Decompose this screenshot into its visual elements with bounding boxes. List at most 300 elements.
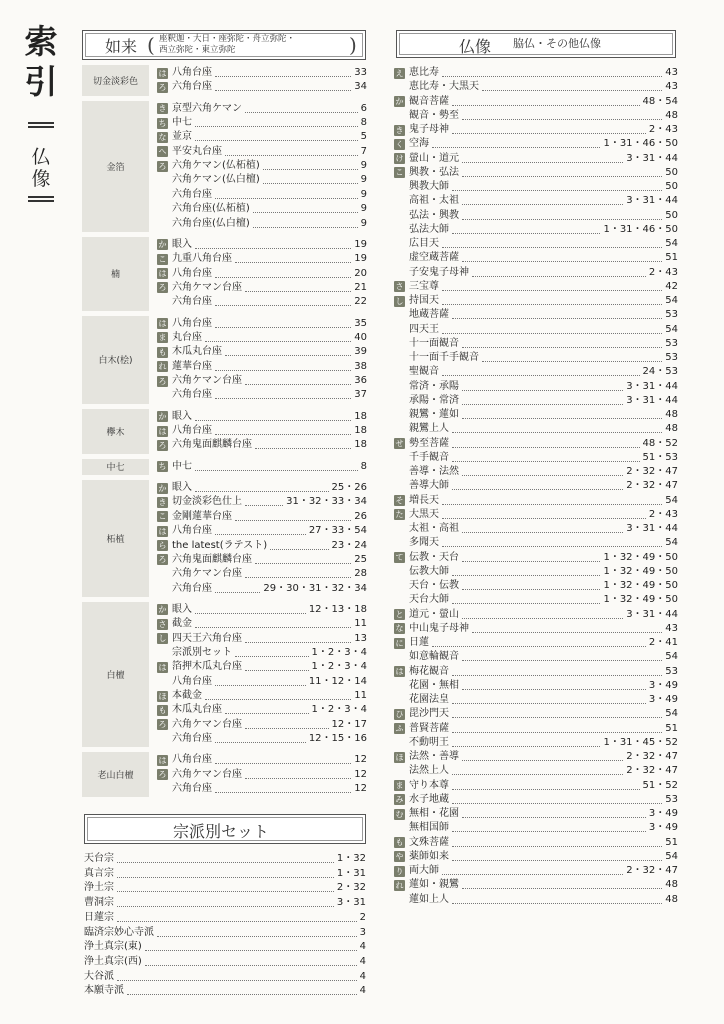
decorative-bars-top [28,122,54,130]
entry-name: 六角鬼面麒麟台座 [172,553,252,565]
dot-leader [452,725,662,733]
index-entry [394,821,678,835]
page-numbers: 53 [665,352,678,363]
entry-name: 広目天 [409,238,439,249]
close-paren: ) [349,33,357,57]
page-numbers: 1・2・3・4 [311,661,367,673]
entry-name: 六角鬼面麒麟台座 [172,439,252,451]
page-numbers: 51・53 [642,451,678,463]
entry-name: 鬼子母神 [409,124,449,135]
entry-name: 大黒天 [409,508,439,520]
dot-leader [442,867,623,875]
entry-name: 本截金 [172,690,202,701]
kana-badge: ひ [395,709,404,719]
dot-leader [442,326,662,334]
index-entry [157,145,367,159]
entry-name: 三宝尊 [409,280,439,292]
index-entry [157,130,367,144]
index-entry [157,460,367,474]
kana-badge: ほ [395,752,404,762]
index-entry [157,238,367,252]
entry-name: 親鸞・蓮如 [409,409,459,420]
dot-leader [462,682,646,690]
entry-name: 六角台座 [172,188,212,200]
entry-name: 守り本尊 [409,779,449,791]
kana-badge: み [395,795,404,805]
page-numbers: 50 [665,181,678,192]
kana-badge: か [158,483,167,493]
index-entry [394,750,678,764]
kana-badge: そ [395,496,404,505]
dot-leader [452,767,623,775]
page-numbers: 11 [354,618,367,630]
nyorai-header [82,30,366,60]
index-entry [157,331,367,345]
index-entry [394,551,678,565]
dot-leader [442,297,662,305]
index-entry [157,173,367,187]
category-label: 柘植 [82,480,149,597]
category-label: 老山白檀 [82,752,149,797]
index-entry [394,109,678,123]
page-numbers: 48 [665,423,678,435]
page-numbers: 3・31・44 [626,523,678,534]
kana-badge: か [158,412,167,422]
kana-badge: は [158,426,167,436]
kana-badge: し [158,634,167,644]
dot-leader [245,663,309,671]
entry-name: 伝教・天台 [409,551,459,563]
index-entry [394,850,678,864]
entry-name: 両大師 [409,865,439,876]
entry-name: 眼入 [172,603,192,615]
index-entry [157,159,367,173]
entry-name: 梅花観音 [409,665,449,677]
page-numbers: 4 [359,985,366,997]
entry-name: 文殊菩薩 [409,836,449,848]
index-entry [394,365,678,379]
page-numbers: 18 [354,425,367,437]
kana-badge: え [395,68,404,78]
index-entry [394,380,678,394]
entry-name: 八角台座 [172,675,212,687]
index-entry [394,152,678,166]
dot-leader [215,363,351,371]
page-numbers: 1・31・45・52 [603,736,678,748]
index-entry [157,524,367,538]
dot-leader [215,298,351,306]
page-numbers: 8 [360,460,367,472]
dot-leader [462,411,662,419]
entry-name: 子安鬼子母神 [409,266,469,278]
page-numbers: 5 [360,131,367,143]
page-numbers: 3・49 [648,808,678,819]
entry-name: 切金淡彩色仕上 [172,496,242,508]
entry-name: 勢至菩薩 [409,437,449,449]
dot-leader [462,554,600,562]
index-entry [394,251,678,265]
page-numbers: 40 [354,331,367,343]
dot-leader [462,197,623,205]
page-numbers: 12 [354,783,367,795]
entry-name: 聖観音 [409,366,439,378]
index-entry [394,451,678,465]
dot-leader [472,269,646,277]
page-numbers: 1・32・49・50 [603,565,678,577]
dot-leader [462,653,662,661]
index-entry [394,793,678,807]
index-entry [394,408,678,422]
page-numbers: 3・31・44 [626,380,678,392]
index-entry [157,217,367,231]
dot-leader [452,839,662,847]
sidebar [0,0,76,1024]
dot-leader [452,710,662,718]
page-numbers: 54 [665,295,678,306]
page-numbers: 36 [354,375,367,386]
kana-badge: り [395,866,404,876]
page-numbers: 54 [665,494,678,506]
kana-badge: ろ [158,440,167,450]
category-label: 白木(桧) [82,316,149,404]
dot-leader [442,283,662,291]
dot-leader [235,513,351,521]
dot-leader [145,958,357,966]
page-numbers: 12・13・18 [308,603,367,615]
index-entry [157,567,367,581]
dot-leader [117,914,357,922]
entry-name: 善導・法然 [409,466,459,477]
index-entry [157,603,367,617]
kana-badge: け [395,154,404,163]
dot-leader [215,191,358,199]
index-entry [157,495,367,509]
entry-name: 蓮華台座 [172,360,212,372]
kana-badge: き [395,125,404,135]
page-numbers: 21 [354,281,367,293]
index-entry [157,753,367,767]
category-label: 欅木 [82,409,149,454]
kana-badge: は [158,319,167,329]
dot-leader [452,782,640,790]
dot-leader [442,539,662,547]
entry-name: 恵比寿 [409,67,439,78]
entry-name: 虚空蔵菩薩 [409,252,459,264]
kana-badge: は [158,526,167,536]
kana-badge: か [158,240,167,250]
dot-leader [462,112,662,120]
entry-name: 並京 [172,131,192,143]
page-numbers: 9 [360,217,367,229]
index-entry [394,337,678,351]
page-numbers: 24・53 [642,366,678,378]
kana-badge: は [158,755,167,765]
dot-leader [452,98,640,106]
dot-leader [117,870,334,878]
kana-badge: れ [158,362,167,372]
index-entry [157,481,367,495]
page-numbers: 43 [665,67,678,78]
page-numbers: 1・31 [336,867,366,879]
page-numbers: 48 [665,893,678,905]
page-numbers: 54 [665,850,678,862]
page-numbers: 48 [665,879,678,891]
page-numbers: 50 [665,209,678,221]
entry-name: 八角台座 [172,267,212,279]
page-numbers: 19 [354,238,367,250]
dot-leader [225,706,309,714]
entry-name: 日蓮宗 [84,911,114,923]
index-entry [394,223,678,237]
dot-leader [253,205,358,213]
index-entry [394,465,678,479]
index-entry [394,394,678,408]
index-entry [394,237,678,251]
entry-name: 六角台座(仏白檀) [172,217,250,229]
entry-name: 中七 [172,460,192,472]
dot-leader [452,596,600,604]
page-numbers: 12 [354,754,367,766]
entry-name: 天台大師 [409,594,449,606]
index-entry [394,280,678,294]
dot-leader [462,525,623,533]
page-numbers: 4 [359,941,366,953]
kana-badge: ろ [158,376,167,386]
kana-badge: な [395,624,404,634]
dot-leader [462,169,662,177]
index-entry [84,867,366,881]
index-entry [394,494,678,508]
entry-name: 十一面千手観音 [409,352,479,363]
page-numbers: 1・31・46・50 [603,138,678,150]
butsuzo-header-note: 脇仏・その他仏像 [513,37,601,50]
page-numbers: 2・32・47 [626,480,678,492]
page-numbers: 53 [665,665,678,677]
page-numbers: 2・41 [648,637,678,648]
index-entry [394,707,678,721]
index-entry [157,317,367,331]
dot-leader [452,853,662,861]
dot-leader [270,542,328,550]
index-entry [394,194,678,208]
entry-name: 恵比寿・大黒天 [409,81,479,93]
index-entry [394,893,678,907]
page-numbers: 31・32・33・34 [286,496,367,508]
entry-name: 八角台座 [172,425,212,437]
index-entry [394,736,678,750]
dot-leader [245,498,283,506]
page-numbers: 51・52 [642,779,678,791]
page-numbers: 54 [665,651,678,663]
page-numbers: 48・54 [642,95,678,107]
entry-name: 六角台座 [172,733,212,745]
dot-leader [235,255,351,263]
index-entry [157,188,367,202]
index-entry [157,388,367,402]
index-entry [394,836,678,850]
dot-leader [462,753,623,761]
index-entry [394,180,678,194]
butsuzo-header [396,30,676,58]
nyorai-header-note-2: 西立弥陀・東立弥陀 [159,45,236,55]
dot-leader [225,148,358,156]
entry-name: 無相・花園 [409,808,459,819]
entry-name: 眼入 [172,410,192,422]
index-entry [84,970,366,984]
dot-leader [462,254,662,262]
index-entry [157,646,367,660]
index-entry [394,209,678,223]
entry-name: 多聞天 [409,537,439,549]
page-numbers: 18 [354,410,367,422]
page-numbers: 53 [665,309,678,321]
entry-name: 浄土真宗(東) [84,941,142,953]
entry-name: 八角台座 [172,67,212,78]
dot-leader [145,943,357,951]
index-entry [394,636,678,650]
dot-leader [195,133,358,141]
index-entry [394,351,678,365]
index-entry [394,536,678,550]
index-entry [394,807,678,821]
dot-leader [195,119,358,127]
kana-badge: ろ [158,555,167,565]
entry-name: 木瓜丸台座 [172,704,222,716]
kana-badge: と [395,610,404,619]
index-entry [394,437,678,451]
entry-name: 宗派別セット [172,646,232,658]
dot-leader [195,413,351,421]
index-entry [394,80,678,94]
dot-leader [432,639,646,647]
entry-name: 地蔵菩薩 [409,309,449,321]
index-entry [157,295,367,309]
index-entry [157,768,367,782]
kana-badge: ま [158,333,167,343]
dot-leader [452,896,662,904]
entry-name: 六角ケマン台座 [172,375,242,386]
page-numbers: 27・33・54 [308,525,367,537]
kana-badge: か [158,605,167,615]
kana-badge: も [158,705,167,715]
index-entry [394,864,678,878]
entry-name: 観音・勢至 [409,109,459,121]
category-label: 切金淡彩色 [82,65,149,96]
index-entry [157,410,367,424]
index-entry [394,650,678,664]
index-entry [394,508,678,522]
entry-name: 普賢菩薩 [409,722,449,734]
index-entry [157,689,367,703]
index-entry [394,779,678,793]
page-numbers: 53 [665,337,678,349]
index-entry [394,665,678,679]
index-entry [157,617,367,631]
dot-leader [215,678,306,686]
dot-leader [263,176,358,184]
index-entry [394,522,678,536]
dot-leader [195,463,358,471]
entry-name: 道元・螢山 [409,608,459,620]
page-numbers: 3・49 [648,679,678,691]
page-numbers: 51 [665,836,678,848]
dot-leader [452,568,600,576]
kana-badge: ろ [158,283,167,293]
dot-leader [452,425,662,433]
index-entry [394,266,678,280]
dot-leader [452,739,600,747]
entry-name: 水子地蔵 [409,793,449,805]
entry-name: 真言宗 [84,867,114,879]
page-numbers: 3・31・44 [626,152,678,164]
page-numbers: 51 [665,252,678,264]
page-numbers: 13 [354,632,367,644]
page-numbers: 48・52 [642,437,678,449]
dot-leader [215,756,351,764]
kana-badge: ち [158,462,167,472]
dot-leader [462,383,623,391]
index-entry [157,510,367,524]
entry-name: 花園・無相 [409,679,459,691]
nyorai-header-note-1: 座釈迦・大日・座弥陀・舟立弥陀・ [159,34,296,44]
page-numbers: 42 [665,280,678,292]
index-entry [394,693,678,707]
page-numbers: 48 [665,409,678,420]
dot-leader [253,220,358,228]
page-numbers: 51 [665,722,678,734]
dot-leader [442,511,646,519]
dot-leader [205,692,351,700]
entry-name: 弘法大師 [409,223,449,235]
entry-name: 九重八角台座 [172,253,232,265]
page-numbers: 3・31 [336,897,366,909]
index-entry [157,438,367,452]
entry-name: 常済・承陽 [409,380,459,392]
entry-name: 八角台座 [172,525,212,537]
dot-leader [452,183,662,191]
entry-name: 興教大師 [409,181,449,192]
dot-leader [215,735,306,743]
index-entry [84,881,366,895]
index-entry [157,374,367,388]
sect-header [84,814,366,844]
index-entry [394,565,678,579]
index-entry [84,940,366,954]
entry-name: 平安丸台座 [172,145,222,157]
page-numbers: 28 [354,568,367,580]
kana-badge: き [158,497,167,507]
kana-badge: ち [158,118,167,128]
page-numbers: 39 [354,346,367,358]
kana-badge: や [395,852,404,862]
dot-leader [195,606,306,614]
entry-name: 六角台座 [172,296,212,308]
page-numbers: 38 [354,360,367,372]
dot-leader [195,484,329,492]
kana-badge: さ [158,619,167,629]
dot-leader [215,270,351,278]
page-numbers: 2・32・47 [626,466,678,477]
page-numbers: 12 [354,768,367,780]
page-numbers: 25・26 [331,482,367,494]
kana-badge: も [395,838,404,847]
entry-name: 八角台座 [172,754,212,766]
page-numbers: 9 [360,174,367,186]
page-numbers: 22 [354,296,367,308]
entry-name: 十一面観音 [409,337,459,349]
index-entry [394,166,678,180]
page-numbers: 9 [360,188,367,200]
